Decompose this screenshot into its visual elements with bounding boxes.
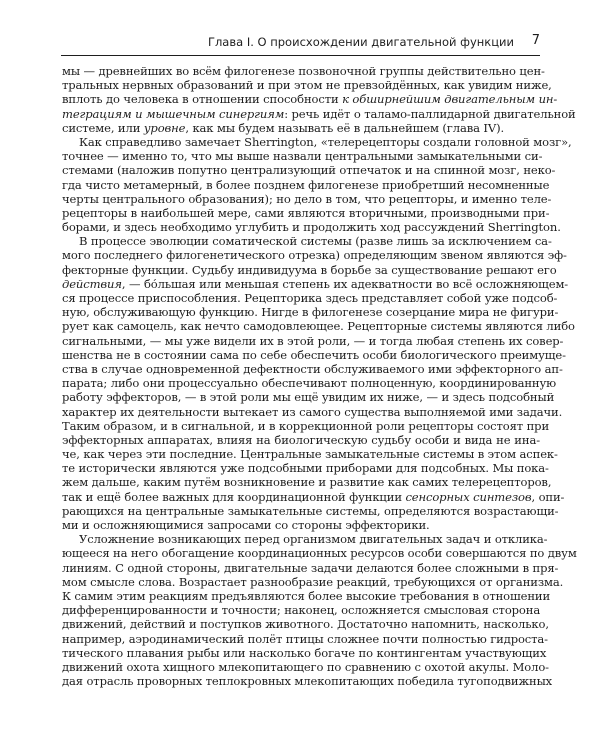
text-line	[62, 92, 558, 107]
text-run: мом смысле слова. Возрастает разнообразие реакций, требующихся от организма.	[62, 574, 564, 589]
text-run: жем дальше, каким путём возникновение и развитие как самих телерецепторов,	[62, 475, 552, 490]
text-run: стемами (наложив попутно централизующий отпечаток и на спинной мозг, неко-	[62, 163, 556, 178]
text-line	[62, 333, 564, 348]
text-line	[62, 645, 547, 660]
text-run: К самим этим реакциям предъявляются более высокие требования в отношении	[62, 588, 551, 603]
text-run: работу эффекторов, — в этой роли мы ещё увидим их ниже, — и здесь подсобный	[62, 390, 555, 405]
text-line	[62, 447, 558, 462]
text-run: ную, обслуживающую функцию. Нигде в филогенезе созерцание мира не фигури-	[62, 305, 559, 320]
text-run: мы — древнейших во всём филогенезе позвоночной группы действительно цен-	[62, 64, 545, 78]
text-line	[62, 659, 549, 674]
text-run: , — бо́льшая или меньшая степень их адекватности во всё осложняющем-	[121, 276, 569, 291]
text-line	[62, 560, 559, 575]
text-line	[62, 546, 577, 561]
text-run: Таким образом, и в сигнальной, и в коррекционной роли рецепторы состоят при	[62, 418, 550, 433]
text-run: вплоть до человека в отношении способности	[62, 92, 343, 107]
text-run: рует как самоцель, как нечто самодовлеющее. Рецепторные системы являются либо	[62, 319, 575, 334]
text-line	[62, 220, 561, 235]
text-line	[62, 376, 557, 391]
text-line	[62, 532, 548, 547]
text-run: системе, или	[62, 120, 144, 135]
text-line	[62, 433, 540, 447]
text-line	[62, 149, 543, 164]
running-header	[61, 31, 540, 56]
text-line	[62, 248, 567, 263]
text-run: , опи-	[531, 489, 565, 504]
text-line	[62, 617, 549, 632]
text-run: : речь идёт о таламо-паллидарной двигательной	[284, 106, 576, 121]
text-run: , как мы будем называть её в дальнейшем (глава IV).	[185, 120, 505, 135]
text-run: сигнальными, — мы уже видели их в этой роли, — и тогда любая степень их совер-	[62, 333, 564, 348]
text-run: фекторные функции. Судьбу индивидуума в борьбе за существование решают его	[62, 262, 557, 277]
text-run: движений, действий и поступков животного. Достаточно напомнить, насколько,	[62, 617, 549, 632]
text-run: например, аэродинамический полёт птицы сложнее почти полностью гидроста-	[62, 631, 548, 646]
text-line	[62, 603, 540, 617]
text-run: точнее — именно то, что мы выше назвали центральными замыкательными си-	[62, 149, 543, 164]
text-run: характер их деятельности вытекает из самого существа выполняемой ими задачи.	[62, 404, 563, 419]
text-line	[62, 475, 552, 490]
text-run: борами, и здесь необходимо углубить и продолжить ход рассуждений Sherrington.	[62, 220, 561, 235]
text-run: ми и осложняющимися запросами со стороны эффекторики.	[62, 518, 430, 532]
text-line	[62, 205, 550, 220]
text-run: гда чисто метамерный, в более позднем филогенезе приобретший несомненные	[62, 177, 550, 192]
italic-run: уровне	[143, 120, 186, 135]
text-run: линиям. С одной стороны, двигательные задачи делаются более сложными в пря-	[62, 560, 559, 575]
text-run: ства в случае одновременной дефектности обслуживаемого ими эффекторного ап-	[62, 361, 563, 376]
text-line	[62, 234, 552, 249]
text-run: эффекторных аппаратах, влияя на биологическую судьбу особи и вида не ина-	[62, 432, 540, 447]
text-line	[62, 121, 540, 135]
text-run: тического плавания рыбы или насколько богаче по контингентам участвующих	[62, 645, 547, 660]
text-line	[62, 361, 563, 376]
italic-run: сенсорных синтезов	[405, 489, 532, 504]
text-line	[62, 291, 558, 305]
text-run: шенства не в состоянии сама по себе обеспечить особи биологического преимуще-	[62, 347, 566, 362]
text-run: дифференцированности и точности; наконец, осложняется смысловая сторона	[62, 603, 541, 618]
text-run: Как справедливо замечает Sherrington, «телерецепторы создали головной мозг»,	[79, 134, 572, 149]
italic-run: действия	[62, 276, 122, 291]
text-line	[62, 106, 576, 121]
text-line	[62, 404, 563, 419]
text-line	[62, 78, 552, 93]
text-run: Усложнение возникающих перед организмом двигательных задач и отклика-	[79, 532, 548, 547]
text-line	[62, 262, 557, 277]
text-run: че, как через эти последние. Центральные замыкательные системы в этом аспек-	[62, 447, 558, 462]
body-text	[62, 64, 577, 689]
text-run: мого последнего филогенетического отрезка) определяющим звеном являются эф-	[62, 248, 567, 263]
text-line	[62, 461, 549, 476]
italic-run: теграциям и мышечным синергиям	[62, 106, 285, 121]
text-line	[62, 518, 540, 532]
text-line	[62, 631, 548, 646]
text-run: так и ещё более важных для координационной функции	[62, 489, 406, 504]
text-run: дая отрасль проворных теплокровных млекопитающих победила тугоподвижных	[62, 674, 553, 689]
text-run: парата; либо они процессуально обеспечивают полноценную, координированную	[62, 376, 557, 391]
text-run: движений охота хищного млекопитающего по сравнению с охотой акулы. Моло-	[62, 659, 549, 674]
page-number: 7	[531, 33, 540, 48]
text-run: ся процессе приспособления. Рецепторика здесь представляет собой уже подсоб-	[62, 291, 558, 305]
text-line	[62, 674, 553, 689]
italic-run: к обширнейшим двигательным ин-	[342, 92, 558, 107]
text-line	[62, 503, 559, 518]
text-line	[62, 163, 556, 178]
text-run: ющееся на него обогащение координационных ресурсов особи совершаются по двум	[62, 546, 577, 561]
text-line	[62, 305, 559, 320]
text-line	[62, 390, 555, 405]
text-run: рающихся на центральные замыкательные системы, определяются возрастающи-	[62, 503, 559, 518]
text-line	[62, 276, 569, 291]
text-line	[62, 134, 572, 149]
text-line	[62, 191, 552, 206]
text-line	[62, 588, 551, 603]
text-line	[62, 64, 545, 78]
text-line	[62, 319, 575, 334]
text-line	[62, 347, 566, 362]
text-line	[62, 418, 550, 433]
text-run: те исторически являются уже подсобными приборами для подсобных. Мы пока-	[62, 461, 549, 476]
text-line	[62, 177, 550, 192]
text-run: В процессе эволюции соматической системы (разве лишь за исключением са-	[79, 234, 552, 249]
chapter-title: Глава I. О происхождении двигательной функции	[207, 35, 514, 49]
text-line	[62, 489, 565, 504]
text-run: рецепторы в наибольшей мере, сами являются вторичными, производными при-	[62, 205, 550, 220]
text-run: тральных нервных образований и при этом не превзойдённых, как увидим ниже,	[62, 78, 552, 93]
text-run: черты центрального образования); но дело в том, что рецепторы, и именно теле-	[62, 191, 552, 206]
text-line	[62, 574, 564, 589]
